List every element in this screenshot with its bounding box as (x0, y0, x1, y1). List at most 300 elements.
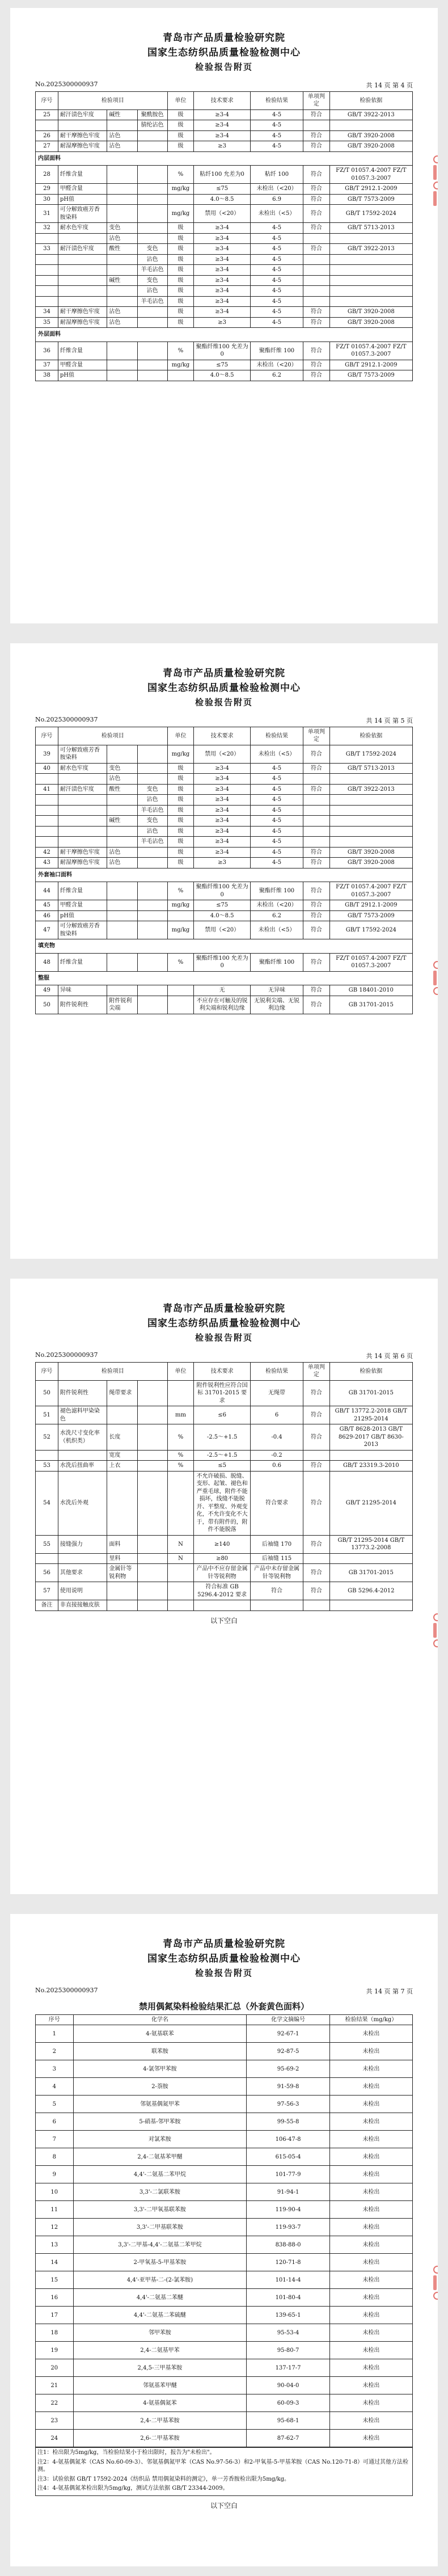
test-subitem (107, 254, 137, 265)
test-item: 纤维含量 (58, 342, 107, 360)
report-title: 检验报告附页 (195, 697, 253, 707)
judgement (303, 837, 330, 848)
test-condition (137, 184, 167, 195)
table-row (36, 763, 413, 774)
test-item: 耐湿摩擦色牢度 (58, 141, 107, 152)
test-condition: 沾色 (137, 254, 167, 265)
test-basis: GB/T 3922-2013 (329, 244, 412, 255)
unit (167, 1380, 194, 1406)
result: 4-5 (251, 109, 303, 120)
result: 未检出 (329, 2289, 412, 2307)
test-basis (329, 275, 412, 286)
test-subitem (107, 795, 137, 806)
result (251, 1600, 303, 1611)
results-table (35, 1362, 413, 1611)
cas-number: 87-62-7 (247, 2430, 329, 2447)
test-item (58, 275, 107, 286)
report-page-4 (10, 8, 438, 623)
row-number: 35 (36, 317, 58, 328)
requirement: 附件锐利性应符合国标 31701-2015 要求 (194, 1380, 251, 1406)
judgement (303, 1600, 330, 1611)
test-basis: GB/T 7573-2009 (329, 910, 412, 921)
test-basis: GB/T 3920-2008 (329, 847, 412, 858)
test-condition (137, 130, 167, 141)
test-item: pH值 (58, 194, 107, 205)
judgement (303, 805, 330, 816)
chemical-name: 5-硝基-邻甲苯胺 (73, 2113, 247, 2131)
judgement: 符合 (303, 1582, 330, 1600)
test-item: 纤维含量 (58, 882, 107, 900)
test-item: 耐水色牢度 (58, 223, 107, 234)
table-row (36, 2183, 413, 2201)
row-number: 43 (36, 858, 58, 868)
row-number: 13 (36, 2236, 74, 2254)
note-line: 注2：4-氨基偶氮苯（CAS No.60-09-3）、邻氨基偶氮甲苯（CAS No.97-56-3）和2-甲氧基-5-甲基苯胺（CAS No.120-71-8）可通过其他方法检测。 (37, 2459, 409, 2473)
notes-row (36, 2448, 413, 2496)
table-row (36, 2377, 413, 2394)
test-subitem: 沾色 (107, 317, 137, 328)
requirement: ≤6 (194, 1406, 251, 1424)
judgement (303, 826, 330, 837)
column-header: 序号 (36, 727, 58, 745)
row-number: 42 (36, 847, 58, 858)
unit (167, 1471, 194, 1535)
result: 未检出 (329, 2148, 412, 2166)
unit: 级 (167, 233, 194, 244)
test-basis: GB/T 8628-2013 GB/T 8629-2017 GB/T 8630-2013 (329, 1424, 412, 1451)
unit: 级 (167, 286, 194, 297)
test-condition (137, 223, 167, 234)
column-header: 单位 (167, 727, 194, 745)
table-row (36, 1450, 413, 1461)
test-basis: GB/T 17592-2024 (329, 205, 412, 223)
test-item: 附件锐利性 (58, 1380, 107, 1406)
table-row (36, 1461, 413, 1472)
requirement: 无 (194, 985, 251, 996)
test-basis: GB/T 3920-2008 (329, 858, 412, 868)
table-row (36, 816, 413, 827)
requirement: ≥3-4 (194, 847, 251, 858)
test-condition (137, 1582, 167, 1600)
test-condition (137, 370, 167, 381)
unit (167, 1582, 194, 1600)
unit (167, 910, 194, 921)
row-number: 16 (36, 2289, 74, 2307)
section-label: 填充物 (36, 939, 413, 954)
cas-number: 95-80-7 (247, 2342, 329, 2359)
dye-summary-title: 禁用偶氮染料检验结果汇总（外套黄色面料） (138, 2001, 309, 2012)
requirement: ≤75 (194, 900, 251, 911)
test-item: 耐水色牢度 (58, 763, 107, 774)
judgement: 符合 (303, 858, 330, 868)
unit: 级 (167, 275, 194, 286)
chemical-name: 2,4-二氨基苯甲醚 (73, 2148, 247, 2166)
test-subitem (107, 1471, 137, 1535)
requirement: ≥3-4 (194, 275, 251, 286)
test-condition (137, 233, 167, 244)
unit: 级 (167, 317, 194, 328)
row-number (36, 805, 58, 816)
unit (167, 996, 194, 1014)
unit (167, 370, 194, 381)
result: 4-5 (251, 120, 303, 131)
table-row (36, 2113, 413, 2131)
requirement: ≥3-4 (194, 130, 251, 141)
red-seal-strip (433, 961, 438, 995)
test-item (58, 286, 107, 297)
judgement: 符合 (303, 985, 330, 996)
result: 粘纤 100 (251, 166, 303, 184)
table-row (36, 2043, 413, 2060)
cas-number: 119-93-7 (247, 2219, 329, 2236)
test-subitem: 绳带要求 (107, 1380, 137, 1406)
judgement (303, 275, 330, 286)
result: 未检出 (329, 2236, 412, 2254)
report-page-6 (10, 1279, 438, 1894)
result: 4-5 (251, 141, 303, 152)
test-basis (329, 774, 412, 785)
test-condition (137, 1535, 167, 1553)
table-row (36, 882, 413, 900)
test-condition: 羊毛沾色 (137, 837, 167, 848)
requirement: ≥3-4 (194, 233, 251, 244)
judgement (303, 774, 330, 785)
table-row (36, 996, 413, 1014)
row-number: 56 (36, 1564, 58, 1582)
table-row (36, 2096, 413, 2113)
cas-number: 91-59-8 (247, 2078, 329, 2096)
report-page-7 (10, 1914, 438, 2566)
unit (167, 985, 194, 996)
judgement (303, 233, 330, 244)
test-basis (329, 120, 412, 131)
chemical-name: 4,4'-二氨基二苯硫醚 (73, 2307, 247, 2324)
page-number: 共 14 页 第 5 页 (366, 716, 413, 724)
row-number: 32 (36, 223, 58, 234)
table-header-row (36, 2014, 413, 2025)
test-subitem (107, 166, 137, 184)
unit (167, 1564, 194, 1582)
judgement: 符合 (303, 184, 330, 195)
column-header: 技术要求 (194, 91, 251, 109)
requirement: -2.5～+1.5 (194, 1424, 251, 1451)
report-number: No.2025300000937 (35, 1986, 98, 1994)
judgement: 符合 (303, 141, 330, 152)
test-item (58, 233, 107, 244)
requirement: ≥3-4 (194, 244, 251, 255)
test-condition (137, 1450, 167, 1461)
test-condition (137, 141, 167, 152)
test-condition (137, 774, 167, 785)
column-header: 化学名 (73, 2014, 247, 2025)
table-row (36, 837, 413, 848)
notes-cell (36, 2448, 413, 2496)
test-item: 纤维含量 (58, 953, 107, 971)
unit: mg/kg (167, 921, 194, 939)
test-item: 耐汗渍色牢度 (58, 784, 107, 795)
test-condition (137, 953, 167, 971)
table-row (36, 784, 413, 795)
test-condition (137, 910, 167, 921)
column-header: 检验依据 (329, 1362, 412, 1380)
test-condition (137, 858, 167, 868)
test-basis: GB/T 23319.3-2010 (329, 1461, 412, 1472)
test-condition: 沾色 (137, 286, 167, 297)
row-number: 18 (36, 2324, 74, 2342)
test-condition (137, 763, 167, 774)
table-header-row (36, 727, 413, 745)
requirement: ≥3-4 (194, 254, 251, 265)
test-subitem: 沾色 (107, 847, 137, 858)
chemical-name: 对氯苯胺 (73, 2131, 247, 2148)
row-number: 11 (36, 2201, 74, 2219)
requirement: ≥3-4 (194, 109, 251, 120)
test-condition: 变色 (137, 784, 167, 795)
row-number: 50 (36, 996, 58, 1014)
test-basis: FZ/T 01057.4-2007 FZ/T 01057.3-2007 (329, 882, 412, 900)
row-number (36, 254, 58, 265)
column-header: 检验依据 (329, 727, 412, 745)
result: 符合 (251, 1582, 303, 1600)
table-header-row (36, 1362, 413, 1380)
requirement: ≤5 (194, 1461, 251, 1472)
result: 4-5 (251, 130, 303, 141)
chemical-name: 2-甲氧基-5-甲基苯胺 (73, 2254, 247, 2271)
institute-name: 青岛市产品质量检验研究院 (163, 1303, 285, 1314)
section-row (36, 328, 413, 342)
cas-number: 91-94-1 (247, 2183, 329, 2201)
test-item (58, 1450, 107, 1461)
test-subitem (107, 805, 137, 816)
test-subitem: 碱性 (107, 816, 137, 827)
test-item: 耐汗渍色牢度 (58, 244, 107, 255)
column-header: 单项判定 (303, 1362, 330, 1380)
report-number: No.2025300000937 (35, 715, 98, 723)
requirement: ≤75 (194, 360, 251, 370)
test-basis: GB/T 21295-2014 (329, 1471, 412, 1535)
result: 4-5 (251, 816, 303, 827)
result: 4-5 (251, 784, 303, 795)
page-header (35, 1301, 413, 1344)
row-number: 24 (36, 2430, 74, 2447)
test-item: 使用说明 (58, 1582, 107, 1600)
test-basis: GB 5296.4-2012 (329, 1582, 412, 1600)
section-row (36, 868, 413, 882)
judgement: 符合 (303, 1471, 330, 1535)
result: 未检出 (329, 2394, 412, 2412)
column-header: 技术要求 (194, 1362, 251, 1380)
cas-number: 139-65-1 (247, 2307, 329, 2324)
table-row (36, 120, 413, 131)
report-page-5 (10, 643, 438, 1259)
result: 未检出 (329, 2430, 412, 2447)
test-subitem (107, 360, 137, 370)
table-row (36, 985, 413, 996)
row-number: 2 (36, 2043, 74, 2060)
test-item (58, 816, 107, 827)
test-basis: GB 31701-2015 (329, 1564, 412, 1582)
test-basis (329, 837, 412, 848)
result: 未检出 (329, 2324, 412, 2342)
unit: 级 (167, 265, 194, 276)
row-number: 17 (36, 2307, 74, 2324)
result: 6.9 (251, 194, 303, 205)
test-basis: GB/T 17592-2024 (329, 745, 412, 763)
row-number: 50 (36, 1380, 58, 1406)
test-item: 耐干摩擦色牢度 (58, 847, 107, 858)
result: 聚酯纤维 100 (251, 882, 303, 900)
result: 后袖缝 115 (251, 1553, 303, 1564)
table-row (36, 166, 413, 184)
result: 未检出（<20） (251, 360, 303, 370)
judgement: 符合 (303, 360, 330, 370)
result: 4-5 (251, 317, 303, 328)
test-condition (137, 360, 167, 370)
test-subitem (107, 837, 137, 848)
test-basis (329, 795, 412, 806)
test-subitem (107, 985, 137, 996)
requirement: -2.5～+1.5 (194, 1450, 251, 1461)
test-basis (329, 816, 412, 827)
test-basis (329, 233, 412, 244)
result: 未检出（<5） (251, 745, 303, 763)
judgement: 符合 (303, 342, 330, 360)
page-header (35, 1937, 413, 1980)
column-header: 检验结果 (251, 1362, 303, 1380)
judgement (303, 296, 330, 307)
row-number: 12 (36, 2219, 74, 2236)
judgement: 符合 (303, 996, 330, 1014)
result: 未检出 (329, 2131, 412, 2148)
unit: % (167, 342, 194, 360)
result: 聚酯纤维 100 (251, 342, 303, 360)
test-subitem (107, 194, 137, 205)
result: 4-5 (251, 774, 303, 785)
requirement: ≤75 (194, 184, 251, 195)
table-row (36, 2342, 413, 2359)
test-subitem (107, 184, 137, 195)
row-number: 47 (36, 921, 58, 939)
table-row (36, 2166, 413, 2183)
test-basis: FZ/T 01057.4-2007 FZ/T 01057.3-2007 (329, 166, 412, 184)
row-number: 45 (36, 900, 58, 911)
test-item (58, 120, 107, 131)
result: 6.2 (251, 910, 303, 921)
requirement: ≥3-4 (194, 826, 251, 837)
column-header: 化学文摘编号 (247, 2014, 329, 2025)
result: 未检出（<20） (251, 900, 303, 911)
unit: mg/kg (167, 900, 194, 911)
result: 后袖缝 170 (251, 1535, 303, 1553)
test-condition (137, 921, 167, 939)
table-row (36, 296, 413, 307)
table-row (36, 2078, 413, 2096)
result: 4-5 (251, 223, 303, 234)
table-row (36, 286, 413, 297)
row-number (36, 265, 58, 276)
result: 产品中未存留金属针等锐利物 (251, 1564, 303, 1582)
unit: mg/kg (167, 360, 194, 370)
test-subitem (107, 1582, 137, 1600)
row-number: 29 (36, 184, 58, 195)
meta-row (35, 81, 413, 90)
result: 4-5 (251, 286, 303, 297)
test-item: 其他要求 (58, 1564, 107, 1582)
test-condition (137, 166, 167, 184)
row-number: 26 (36, 130, 58, 141)
judgement (303, 816, 330, 827)
test-subitem: 碱性 (107, 109, 137, 120)
report-number: No.2025300000937 (35, 80, 98, 88)
result: 未检出 (329, 2307, 412, 2324)
unit: 级 (167, 816, 194, 827)
test-condition (137, 205, 167, 223)
column-header: 检验项目 (58, 91, 167, 109)
unit: 级 (167, 805, 194, 816)
report-number: No.2025300000937 (35, 1351, 98, 1359)
unit: 级 (167, 109, 194, 120)
cas-number: 101-80-4 (247, 2289, 329, 2307)
cas-number: 92-87-5 (247, 2043, 329, 2060)
table-row (36, 2060, 413, 2078)
test-subitem: 沾色 (107, 130, 137, 141)
unit: 级 (167, 774, 194, 785)
row-number: 9 (36, 2166, 74, 2183)
requirement: ≥3-4 (194, 265, 251, 276)
table-row (36, 307, 413, 318)
table-row (36, 244, 413, 255)
result: 符合要求 (251, 1471, 303, 1535)
result: 无锐利尖端、无锐利边缘 (251, 996, 303, 1014)
row-number: 25 (36, 109, 58, 120)
test-subitem: 上衣 (107, 1461, 137, 1472)
table-row (36, 745, 413, 763)
requirement: 符合标准 GB 5296.4-2012 要求 (194, 1582, 251, 1600)
table-row (36, 233, 413, 244)
requirement: 4.0～8.5 (194, 370, 251, 381)
requirement: ≥3-4 (194, 784, 251, 795)
judgement: 符合 (303, 1406, 330, 1424)
column-header: 检验项目 (58, 1362, 167, 1380)
requirement: ≥80 (194, 1553, 251, 1564)
row-number: 23 (36, 2412, 74, 2430)
chemical-name: 2,4-二氨基甲苯 (73, 2342, 247, 2359)
chemical-name: 邻氨基苯甲醚 (73, 2377, 247, 2394)
row-number: 22 (36, 2394, 74, 2412)
table-row (36, 141, 413, 152)
unit: N (167, 1535, 194, 1553)
test-condition (137, 900, 167, 911)
column-header: 单项判定 (303, 727, 330, 745)
test-condition (137, 342, 167, 360)
row-number: 41 (36, 784, 58, 795)
cas-number: 137-17-7 (247, 2359, 329, 2377)
test-condition (137, 317, 167, 328)
result: 4-5 (251, 847, 303, 858)
cas-number: 60-09-3 (247, 2394, 329, 2412)
red-seal-strip (433, 155, 438, 206)
test-subitem (107, 205, 137, 223)
test-condition (137, 1461, 167, 1472)
cas-number: 101-77-9 (247, 2166, 329, 2183)
column-header: 序号 (36, 1362, 58, 1380)
unit: % (167, 882, 194, 900)
test-condition (137, 1564, 167, 1582)
page-number: 共 14 页 第 6 页 (366, 1352, 413, 1360)
table-row (36, 109, 413, 120)
unit: % (167, 1450, 194, 1461)
table-row (36, 2271, 413, 2289)
